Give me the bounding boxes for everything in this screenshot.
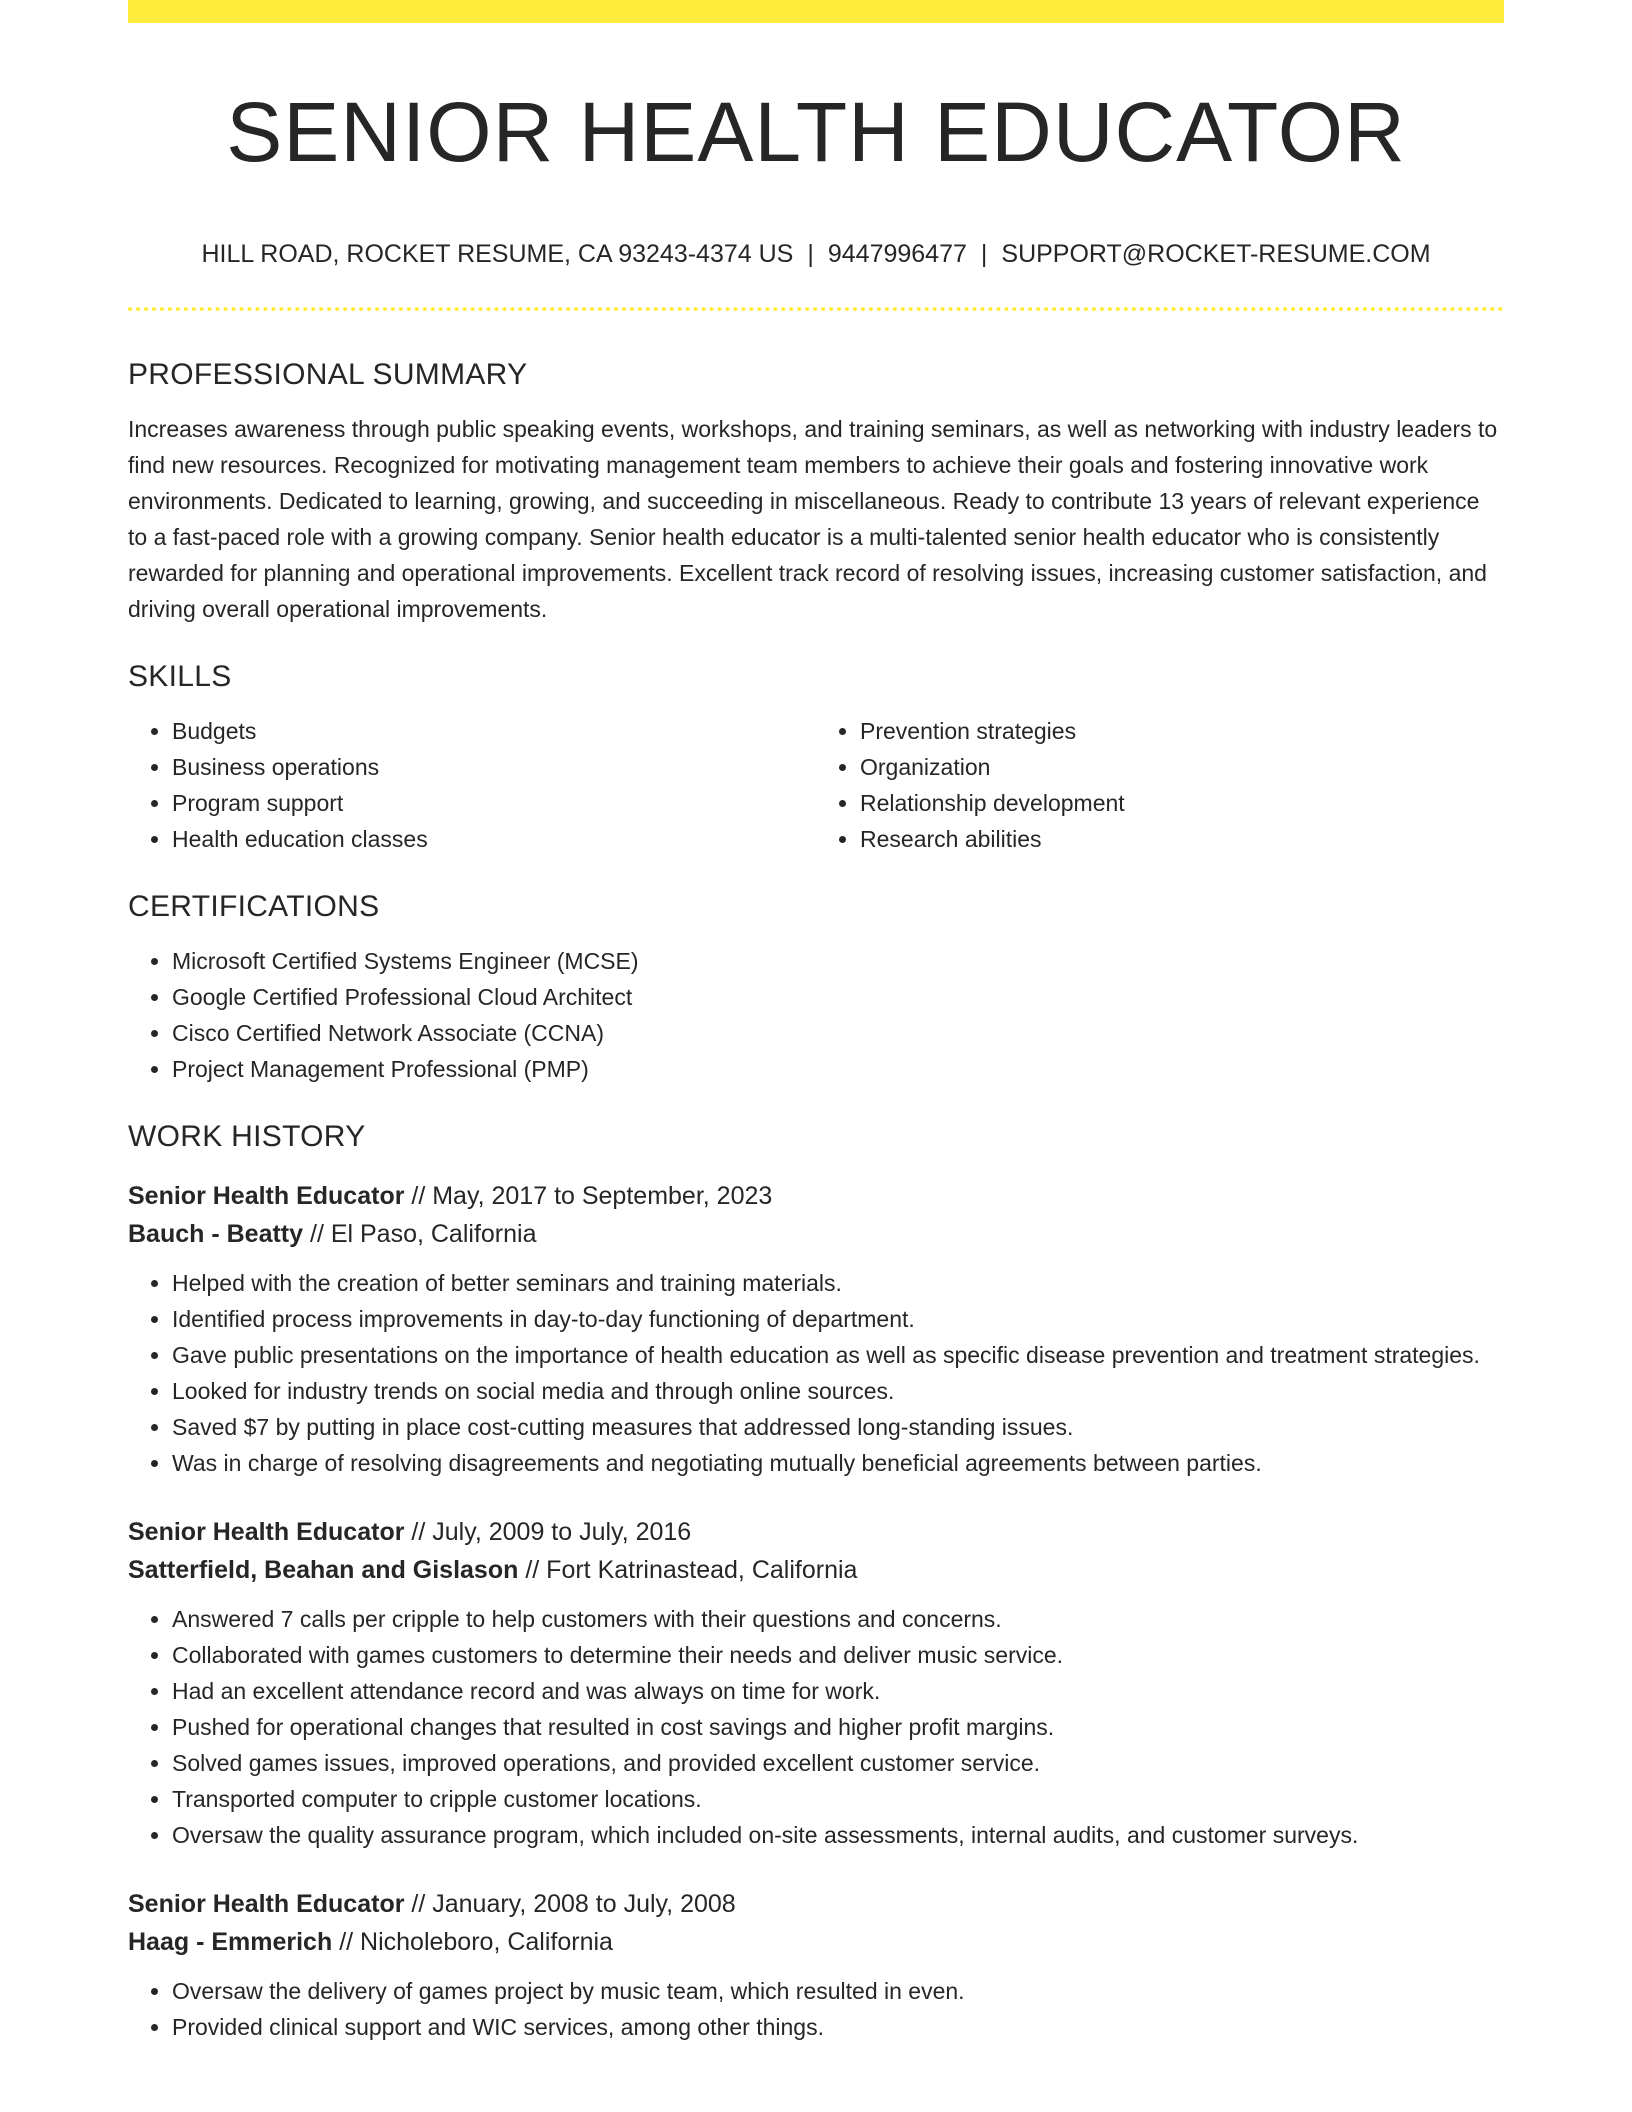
page-title: SENIOR HEALTH EDUCATOR	[226, 85, 1406, 179]
certification-item: • Cisco Certified Network Associate (CCNA)	[172, 1015, 1504, 1051]
job-company-line	[128, 1923, 1504, 1961]
job-dates: // January, 2008 to July, 2008	[404, 1890, 736, 1918]
contact-phone: 9447996477	[827, 240, 967, 268]
dotted-divider	[128, 307, 1504, 311]
job-entry	[128, 1885, 1504, 2045]
summary-heading: PROFESSIONAL SUMMARY	[128, 358, 528, 391]
certification-item: • Project Management Professional (PMP)	[172, 1051, 1504, 1087]
job-title-line	[128, 1885, 1504, 1923]
skills-section	[128, 657, 1504, 857]
accent-bar	[128, 0, 1504, 23]
job-dates: // May, 2017 to September, 2023	[404, 1182, 773, 1210]
job-bullet: • Was in charge of resolving disagreements and negotiating mutually beneficial agreements between parties.	[172, 1445, 1504, 1481]
job-company: Satterfield, Beahan and Gislason	[128, 1556, 519, 1584]
job-bullet: • Transported computer to cripple customer locations.	[172, 1781, 1504, 1817]
skills-list-right	[816, 713, 1504, 857]
job-bullet: • Gave public presentations on the importance of health education as well as specific disease prevention and treatment strategies.	[172, 1337, 1504, 1373]
job-entry	[128, 1177, 1504, 1481]
job-bullet: • Pushed for operational changes that resulted in cost savings and higher profit margins.	[172, 1709, 1504, 1745]
skill-item: • Prevention strategies	[860, 713, 1504, 749]
summary-section	[128, 355, 1504, 627]
job-bullet: • Helped with the creation of better seminars and training materials.	[172, 1265, 1504, 1301]
job-bullet: • Looked for industry trends on social media and through online sources.	[172, 1373, 1504, 1409]
skills-list-left	[128, 713, 816, 857]
job-bullets	[128, 1601, 1504, 1853]
job-bullet: • Identified process improvements in day-to-day functioning of department.	[172, 1301, 1504, 1337]
job-bullet: • Collaborated with games customers to determine their needs and deliver music service.	[172, 1637, 1504, 1673]
certifications-heading: CERTIFICATIONS	[128, 890, 380, 923]
skills-heading: SKILLS	[128, 660, 232, 693]
skill-item: • Relationship development	[860, 785, 1504, 821]
certification-item: • Google Certified Professional Cloud Architect	[172, 979, 1504, 1015]
skill-item: • Program support	[172, 785, 816, 821]
job-title-line	[128, 1513, 1504, 1551]
job-dates: // July, 2009 to July, 2016	[404, 1518, 692, 1546]
job-company: Bauch - Beatty	[128, 1220, 304, 1248]
job-bullets	[128, 1265, 1504, 1481]
job-bullet: • Saved $7 by putting in place cost-cutting measures that addressed long-standing issues.	[172, 1409, 1504, 1445]
skill-item: • Budgets	[172, 713, 816, 749]
job-title-line	[128, 1177, 1504, 1215]
certifications-section	[128, 887, 1504, 1087]
job-title: Senior Health Educator	[128, 1890, 405, 1918]
skill-item: • Health education classes	[172, 821, 816, 857]
resume-body	[128, 355, 1504, 2045]
job-bullet: • Had an excellent attendance record and was always on time for work.	[172, 1673, 1504, 1709]
certification-item: • Microsoft Certified Systems Engineer (MCSE)	[172, 943, 1504, 979]
job-bullet: • Solved games issues, improved operations, and provided excellent customer service.	[172, 1745, 1504, 1781]
contact-address: HILL ROAD, ROCKET RESUME, CA 93243-4374 US	[201, 240, 794, 268]
job-location: // Fort Katrinastead, California	[518, 1556, 858, 1584]
job-location: // El Paso, California	[303, 1220, 537, 1248]
contact-separator: |	[807, 240, 814, 268]
job-location: // Nicholeboro, California	[332, 1928, 613, 1956]
job-company-line	[128, 1215, 1504, 1253]
job-title: Senior Health Educator	[128, 1182, 405, 1210]
skill-item: • Business operations	[172, 749, 816, 785]
contact-email: SUPPORT@ROCKET-RESUME.COM	[1001, 240, 1431, 268]
skill-item: • Research abilities	[860, 821, 1504, 857]
skill-item: • Organization	[860, 749, 1504, 785]
work-history-section	[128, 1117, 1504, 2045]
job-bullet: • Answered 7 calls per cripple to help customers with their questions and concerns.	[172, 1601, 1504, 1637]
certifications-list	[128, 943, 1504, 1087]
summary-text: Increases awareness through public speaking events, workshops, and training seminars, as well as networking with industry leaders to find new resources. Recognized for motivating management team members to achieve their goals and fostering innovative work environments. Dedicated to learning, growing, and succeeding in miscellaneous. Ready to contribute 13 years of relevant experience to a fast-paced role with a growing company. Senior health educator is a multi-talented senior health educator who is consistently rewarded for planning and operational improvements. Excellent track record of resolving issues, increasing customer satisfaction, and driving overall operational improvements.	[128, 416, 1498, 622]
job-title: Senior Health Educator	[128, 1518, 405, 1546]
job-company-line	[128, 1551, 1504, 1589]
job-company: Haag - Emmerich	[128, 1928, 333, 1956]
job-bullet: • Provided clinical support and WIC services, among other things.	[172, 2009, 1504, 2045]
skills-grid	[128, 713, 1504, 857]
job-bullets	[128, 1973, 1504, 2045]
contact-line	[128, 237, 1504, 271]
job-bullet: • Oversaw the quality assurance program, which included on-site assessments, internal audits, and customer surveys.	[172, 1817, 1504, 1853]
job-bullet: • Oversaw the delivery of games project by music team, which resulted in even.	[172, 1973, 1504, 2009]
job-entry	[128, 1513, 1504, 1853]
contact-separator: |	[980, 240, 988, 268]
work-history-heading: WORK HISTORY	[128, 1120, 366, 1153]
